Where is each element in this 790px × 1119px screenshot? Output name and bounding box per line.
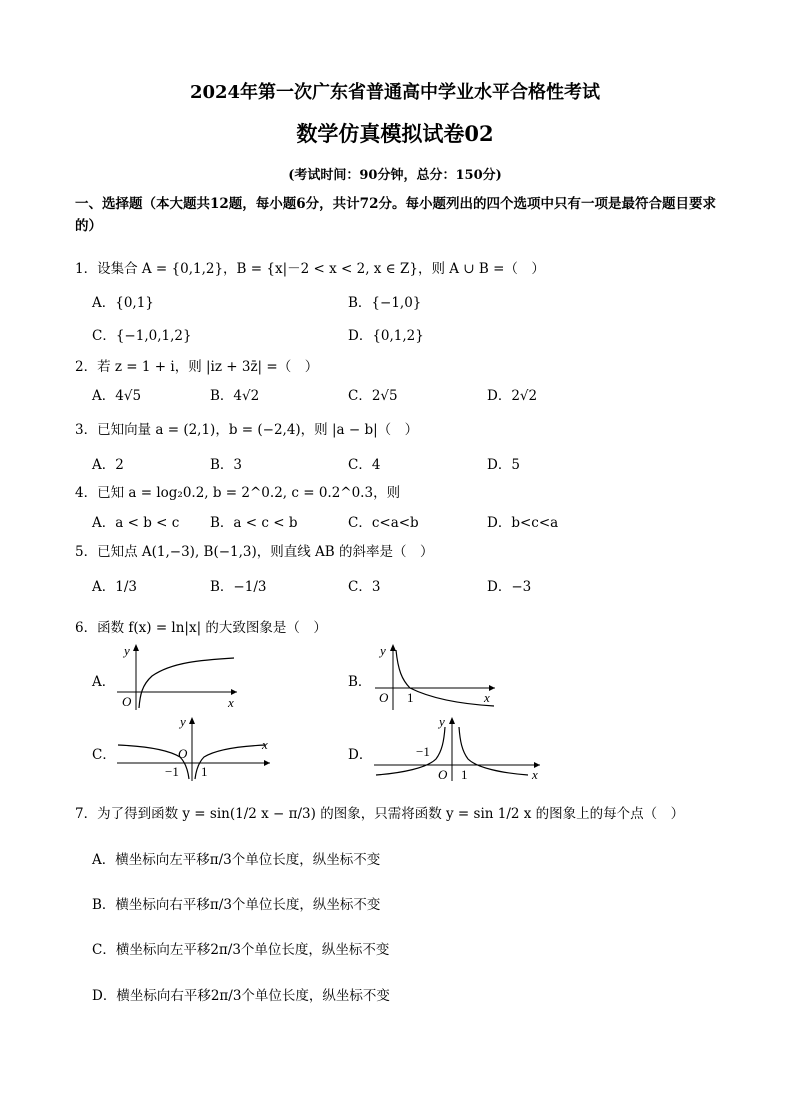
q3-option-d: D．5	[487, 457, 520, 473]
question-2-stem: 2．若 z = 1 + i，则 |iz + 3z̄| =（ ）	[75, 359, 319, 375]
origin-label: O	[438, 767, 448, 782]
q6-option-d: D．	[348, 747, 373, 763]
q2-option-a: A．4√5	[92, 388, 142, 404]
q5-option-c: C．3	[348, 579, 381, 595]
tick-one-label: 1	[201, 764, 208, 779]
question-6-stem: 6．函数 f(x) = ln|x| 的大致图象是（ ）	[75, 620, 327, 636]
q6-graph-b	[370, 640, 500, 715]
origin-label: O	[122, 694, 132, 709]
q6-graph-d	[372, 713, 542, 783]
tick-neg-one-label: −1	[165, 764, 179, 779]
q6-graph-a	[112, 640, 242, 712]
q7-option-d: D．横坐标向右平移2π/3个单位长度，纵坐标不变	[92, 988, 390, 1004]
question-5-stem: 5．已知点 A(1,−3), B(−1,3)，则直线 AB 的斜率是（ ）	[75, 544, 434, 560]
q5-option-b: B．−1/3	[210, 579, 267, 595]
q1-option-a: A．{0,1}	[92, 295, 154, 311]
q6-option-c: C．	[92, 747, 116, 763]
q1-option-b: B．{−1,0}	[348, 295, 422, 311]
question-1-stem: 1．设集合 A = {0,1,2}，B = {x|－2 < x < 2, x ∈ Z}，则 A ∪ B =（ ）	[75, 261, 545, 277]
q7-option-c: C．横坐标向左平移2π/3个单位长度，纵坐标不变	[92, 942, 390, 958]
axis-x-label: x	[484, 690, 490, 705]
section-heading: 一、选择题（本大题共12题，每小题6分，共计72分。每小题列出的四个选项中只有一项是最符合题目要求的）	[75, 196, 716, 234]
exam-title: 2024年第一次广东省普通高中学业水平合格性考试	[189, 82, 601, 103]
q1-option-c: C．{−1,0,1,2}	[92, 328, 192, 344]
tick-one-label: 1	[461, 767, 468, 782]
question-3-stem: 3．已知向量 a = (2,1)，b = (−2,4)，则 |a − b|（ ）	[75, 422, 419, 438]
axis-x-label: x	[532, 767, 538, 782]
q7-option-a: A．横坐标向左平移π/3个单位长度，纵坐标不变	[92, 852, 381, 868]
q4-option-b: B．a < c < b	[210, 515, 298, 531]
q3-option-c: C．4	[348, 457, 381, 473]
q4-option-d: D．b<c<a	[487, 515, 559, 531]
exam-info: (考试时间：90分钟，总分：150分)	[288, 168, 502, 183]
question-7-stem: 7．为了得到函数 y = sin(1/2 x − π/3) 的图象，只需将函数 y = sin 1/2 x 的图象上的每个点（ ）	[75, 806, 685, 822]
q4-option-a: A．a < b < c	[92, 515, 180, 531]
paper-title: 数学仿真模拟试卷02	[296, 121, 494, 146]
origin-label: O	[178, 746, 188, 761]
q5-option-d: D．−3	[487, 579, 532, 595]
q6-option-b: B．	[348, 674, 372, 690]
question-4-stem: 4．已知 a = log₂0.2, b = 2^0.2, c = 0.2^0.3，则	[75, 485, 401, 501]
q3-option-a: A．2	[92, 457, 124, 473]
q2-option-d: D．2√2	[487, 388, 538, 404]
q2-option-c: C．2√5	[348, 388, 398, 404]
axis-y-label: y	[380, 643, 386, 658]
axis-x-label: x	[262, 737, 268, 752]
origin-label: O	[379, 690, 389, 705]
q7-option-b: B．横坐标向右平移π/3个单位长度，纵坐标不变	[92, 897, 381, 913]
axis-y-label: y	[180, 714, 186, 729]
q3-option-b: B．3	[210, 457, 243, 473]
q1-option-d: D．{0,1,2}	[348, 328, 424, 344]
axis-y-label: y	[439, 714, 445, 729]
q6-option-a: A．	[92, 674, 116, 690]
axis-x-label: x	[228, 695, 234, 710]
axis-y-label: y	[124, 643, 130, 658]
q6-graph-c	[112, 713, 272, 783]
tick-one-label: 1	[407, 690, 414, 705]
q4-option-c: C．c<a<b	[348, 515, 419, 531]
q2-option-b: B．4√2	[210, 388, 260, 404]
tick-neg-one-label: −1	[416, 744, 430, 759]
q5-option-a: A．1/3	[92, 579, 137, 595]
